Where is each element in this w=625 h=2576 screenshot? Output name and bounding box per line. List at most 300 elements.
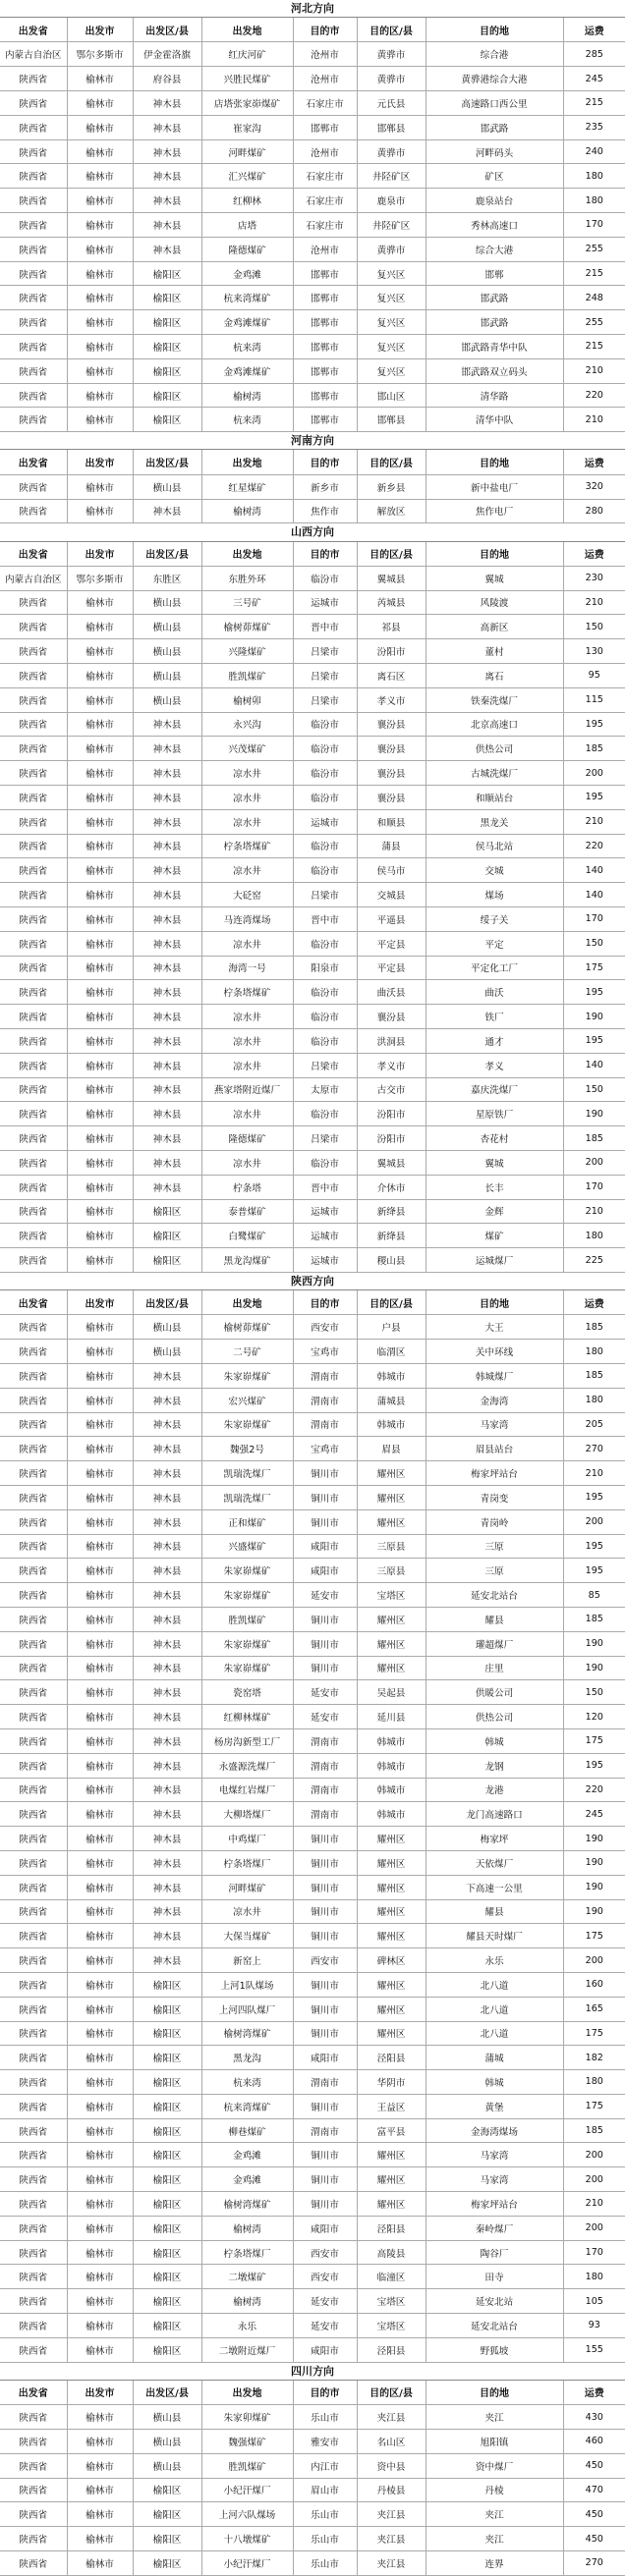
table-row [0, 2118, 625, 2143]
cell-dest-site: 董村 [426, 639, 563, 664]
cell-origin-province: 陕西省 [0, 1340, 67, 1364]
cell-origin-site: 上河四队煤厂 [201, 1997, 293, 2021]
cell-origin-city: 榆林市 [67, 809, 133, 834]
cell-dest-city: 铜川市 [293, 1607, 357, 1631]
cell-origin-site: 永兴沟 [201, 712, 293, 737]
cell-origin-district: 神木县 [133, 1412, 201, 1437]
cell-dest-district: 吴起县 [357, 1680, 426, 1705]
cell-origin-site: 燕家塔附近煤厂 [201, 1077, 293, 1102]
cell-origin-province: 陕西省 [0, 1997, 67, 2021]
cell-origin-site: 二墩煤矿 [201, 2265, 293, 2289]
cell-origin-city: 榆林市 [67, 1224, 133, 1248]
table-row [0, 2289, 625, 2314]
cell-dest-site: 旭阳镇 [426, 2429, 563, 2453]
cell-origin-province: 陕西省 [0, 1363, 67, 1388]
table-row [0, 1680, 625, 1705]
cell-dest-city: 吕梁市 [293, 883, 357, 907]
cell-dest-district: 耀州区 [357, 1997, 426, 2021]
cell-origin-district: 神木县 [133, 712, 201, 737]
table-row [0, 1005, 625, 1029]
cell-origin-province: 陕西省 [0, 1053, 67, 1077]
cell-freight: 450 [563, 2527, 625, 2551]
cell-dest-district: 耀州区 [357, 2143, 426, 2167]
cell-freight: 245 [563, 67, 625, 91]
cell-dest-city: 临汾市 [293, 1005, 357, 1029]
cell-origin-city: 榆林市 [67, 1534, 133, 1559]
cell-origin-province: 陕西省 [0, 906, 67, 931]
cell-origin-district: 榆阳区 [133, 2527, 201, 2551]
cell-origin-site: 朱家峁煤矿 [201, 1583, 293, 1608]
cell-dest-district: 蒲城县 [357, 1388, 426, 1412]
cell-origin-district: 神木县 [133, 1485, 201, 1509]
cell-dest-site: 侯马北站 [426, 834, 563, 858]
cell-dest-site: 曲沃 [426, 980, 563, 1005]
table-row [0, 1028, 625, 1053]
section-1 [0, 432, 625, 523]
table-row [0, 980, 625, 1005]
cell-origin-site: 杭来湾煤矿 [201, 286, 293, 310]
cell-origin-city: 榆林市 [67, 883, 133, 907]
rate-table [0, 542, 625, 1273]
cell-origin-city: 榆林市 [67, 956, 133, 980]
cell-dest-city: 沧州市 [293, 139, 357, 164]
cell-origin-province: 陕西省 [0, 663, 67, 687]
cell-freight: 190 [563, 1875, 625, 1899]
table-row [0, 286, 625, 310]
cell-dest-site: 梅家坪 [426, 1827, 563, 1851]
cell-origin-site: 榆树湾 [201, 2289, 293, 2314]
cell-origin-province: 内蒙古自治区 [0, 42, 67, 67]
cell-freight: 170 [563, 1175, 625, 1199]
header-dest-district: 目的区/县 [357, 18, 426, 42]
table-row [0, 956, 625, 980]
cell-freight: 190 [563, 1631, 625, 1656]
cell-origin-province: 陕西省 [0, 1315, 67, 1340]
header-origin-province: 出发省 [0, 450, 67, 474]
cell-dest-site: 青岗岭 [426, 1509, 563, 1534]
table-row [0, 1972, 625, 1997]
cell-origin-city: 榆林市 [67, 1583, 133, 1608]
cell-freight: 185 [563, 1315, 625, 1340]
table-row [0, 1631, 625, 1656]
cell-dest-city: 铜川市 [293, 1461, 357, 1486]
cell-dest-site: 夹江 [426, 2405, 563, 2430]
rate-table [0, 18, 625, 432]
cell-origin-district: 横山县 [133, 2453, 201, 2478]
header-origin-city: 出发市 [67, 1290, 133, 1315]
cell-dest-site: 北八道 [426, 2021, 563, 2046]
table-row [0, 2405, 625, 2430]
cell-dest-district: 新绛县 [357, 1199, 426, 1224]
cell-dest-site: 耀县 [426, 1607, 563, 1631]
table-row [0, 383, 625, 408]
cell-dest-site: 离石 [426, 663, 563, 687]
cell-dest-site: 邯武路双立码头 [426, 358, 563, 383]
cell-dest-district: 富平县 [357, 2118, 426, 2143]
cell-origin-province: 陕西省 [0, 383, 67, 408]
cell-origin-site: 凯瑞洗煤厂 [201, 1461, 293, 1486]
cell-origin-site: 兴隆煤矿 [201, 639, 293, 664]
table-row [0, 1102, 625, 1126]
cell-origin-city: 榆林市 [67, 687, 133, 712]
cell-dest-district: 曲沃县 [357, 980, 426, 1005]
cell-origin-district: 榆阳区 [133, 383, 201, 408]
cell-origin-district: 神木县 [133, 1175, 201, 1199]
cell-dest-city: 渭南市 [293, 1412, 357, 1437]
table-row [0, 474, 625, 499]
cell-origin-district: 神木县 [133, 1509, 201, 1534]
cell-dest-city: 铜川市 [293, 1485, 357, 1509]
cell-dest-city: 晋中市 [293, 906, 357, 931]
cell-freight: 210 [563, 1199, 625, 1224]
cell-origin-district: 横山县 [133, 474, 201, 499]
cell-origin-site: 凉水井 [201, 1102, 293, 1126]
cell-origin-district: 榆阳区 [133, 1224, 201, 1248]
cell-origin-city: 榆林市 [67, 1680, 133, 1705]
cell-origin-city: 榆林市 [67, 2429, 133, 2453]
cell-dest-site: 蒲城 [426, 2046, 563, 2070]
cell-origin-site: 马连湾煤场 [201, 906, 293, 931]
cell-origin-district: 榆阳区 [133, 408, 201, 432]
cell-origin-province: 陕西省 [0, 2143, 67, 2167]
cell-dest-city: 石家庄市 [293, 91, 357, 116]
cell-freight: 285 [563, 42, 625, 67]
cell-origin-city: 榆林市 [67, 590, 133, 615]
cell-dest-site: 延安北站 [426, 2289, 563, 2314]
cell-origin-city: 榆林市 [67, 1899, 133, 1924]
cell-origin-province: 陕西省 [0, 1461, 67, 1486]
cell-origin-district: 神木县 [133, 1028, 201, 1053]
cell-dest-site: 眉县站台 [426, 1437, 563, 1461]
table-row [0, 2527, 625, 2551]
cell-origin-site: 黑龙沟 [201, 2046, 293, 2070]
cell-origin-city: 榆林市 [67, 139, 133, 164]
cell-freight: 185 [563, 737, 625, 761]
cell-origin-district: 神木县 [133, 1850, 201, 1875]
cell-freight: 190 [563, 1005, 625, 1029]
cell-origin-province: 陕西省 [0, 761, 67, 786]
cell-dest-city: 内江市 [293, 2453, 357, 2478]
table-row [0, 1656, 625, 1680]
cell-origin-site: 店塔 [201, 213, 293, 238]
table-row [0, 1705, 625, 1729]
cell-freight: 95 [563, 663, 625, 687]
table-row [0, 2429, 625, 2453]
cell-freight: 460 [563, 2429, 625, 2453]
cell-dest-district: 复兴区 [357, 261, 426, 286]
cell-freight: 105 [563, 2289, 625, 2314]
cell-dest-district: 平定县 [357, 931, 426, 956]
cell-origin-site: 榆树湾 [201, 383, 293, 408]
cell-origin-city: 榆林市 [67, 2070, 133, 2095]
table-row [0, 2550, 625, 2575]
cell-origin-district: 神木县 [133, 1534, 201, 1559]
cell-dest-district: 碑林区 [357, 1948, 426, 1973]
cell-freight: 195 [563, 1559, 625, 1583]
cell-dest-city: 铜川市 [293, 1509, 357, 1534]
cell-origin-province: 陕西省 [0, 286, 67, 310]
cell-dest-site: 古城洗煤厂 [426, 761, 563, 786]
cell-origin-province: 陕西省 [0, 980, 67, 1005]
table-row [0, 1388, 625, 1412]
header-origin-site: 出发地 [201, 450, 293, 474]
cell-dest-site: 新中盐电厂 [426, 474, 563, 499]
cell-origin-district: 神木县 [133, 237, 201, 261]
cell-dest-site: 梅家坪站台 [426, 2192, 563, 2217]
cell-origin-district: 神木县 [133, 1631, 201, 1656]
cell-origin-province: 陕西省 [0, 1102, 67, 1126]
cell-dest-city: 铜川市 [293, 1631, 357, 1656]
table-row [0, 737, 625, 761]
cell-dest-city: 咸阳市 [293, 2216, 357, 2240]
cell-origin-district: 榆阳区 [133, 2070, 201, 2095]
cell-dest-city: 运城市 [293, 590, 357, 615]
cell-origin-district: 神木县 [133, 1827, 201, 1851]
cell-dest-district: 耀州区 [357, 1656, 426, 1680]
cell-origin-province: 陕西省 [0, 408, 67, 432]
cell-origin-district: 榆阳区 [133, 2094, 201, 2118]
cell-origin-district: 神木县 [133, 1102, 201, 1126]
cell-origin-site: 宏兴煤矿 [201, 1388, 293, 1412]
cell-origin-district: 横山县 [133, 639, 201, 664]
cell-dest-city: 石家庄市 [293, 189, 357, 213]
cell-dest-city: 渭南市 [293, 2118, 357, 2143]
cell-origin-city: 榆林市 [67, 1248, 133, 1273]
cell-dest-district: 邯郸县 [357, 408, 426, 432]
cell-origin-site: 店塔张家峁煤矿 [201, 91, 293, 116]
cell-dest-district: 侯马市 [357, 858, 426, 883]
cell-dest-city: 延安市 [293, 1680, 357, 1705]
cell-freight: 150 [563, 931, 625, 956]
cell-freight: 195 [563, 1534, 625, 1559]
cell-origin-city: 榆林市 [67, 1102, 133, 1126]
cell-dest-district: 耀州区 [357, 1924, 426, 1948]
cell-dest-site: 耀县天时煤厂 [426, 1924, 563, 1948]
cell-origin-province: 陕西省 [0, 2240, 67, 2265]
cell-origin-site: 杭来湾 [201, 408, 293, 432]
cell-origin-district: 神木县 [133, 1077, 201, 1102]
cell-origin-city: 榆林市 [67, 358, 133, 383]
cell-dest-site: 丹棱 [426, 2478, 563, 2502]
cell-origin-province: 陕西省 [0, 1199, 67, 1224]
section-2 [0, 523, 625, 1273]
cell-origin-site: 胜凯煤矿 [201, 2453, 293, 2478]
cell-origin-district: 神木县 [133, 213, 201, 238]
cell-dest-city: 邯郸市 [293, 408, 357, 432]
cell-dest-district: 翼城县 [357, 1150, 426, 1175]
section-0 [0, 0, 625, 432]
cell-origin-district: 神木县 [133, 1607, 201, 1631]
header-freight: 运费 [563, 542, 625, 567]
cell-origin-site: 大砭窑 [201, 883, 293, 907]
cell-origin-site: 凯瑞洗煤厂 [201, 1485, 293, 1509]
cell-origin-site: 兴胜民煤矿 [201, 67, 293, 91]
cell-origin-site: 朱家峁煤矿 [201, 1363, 293, 1388]
cell-freight: 165 [563, 1997, 625, 2021]
cell-dest-site: 龙港 [426, 1778, 563, 1802]
table-row [0, 2021, 625, 2046]
cell-dest-site: 瓘超煤厂 [426, 1631, 563, 1656]
cell-origin-district: 神木县 [133, 1924, 201, 1948]
cell-dest-city: 西安市 [293, 2265, 357, 2289]
cell-dest-site: 铁厂 [426, 1005, 563, 1029]
cell-origin-province: 陕西省 [0, 1224, 67, 1248]
header-dest-site: 目的地 [426, 542, 563, 567]
cell-freight: 195 [563, 712, 625, 737]
cell-dest-district: 洪洞县 [357, 1028, 426, 1053]
cell-dest-district: 稷山县 [357, 1248, 426, 1273]
cell-origin-site: 凉水井 [201, 1005, 293, 1029]
cell-dest-city: 咸阳市 [293, 1559, 357, 1583]
cell-origin-province: 陕西省 [0, 164, 67, 189]
cell-dest-site: 金海湾煤场 [426, 2118, 563, 2143]
cell-dest-site: 孝义 [426, 1053, 563, 1077]
cell-dest-site: 马家湾 [426, 2143, 563, 2167]
cell-freight: 230 [563, 566, 625, 590]
cell-dest-city: 铜川市 [293, 1997, 357, 2021]
table-row [0, 358, 625, 383]
cell-dest-city: 铜川市 [293, 1899, 357, 1924]
cell-dest-site: 邯郸 [426, 261, 563, 286]
cell-origin-site: 电煤红岩煤厂 [201, 1778, 293, 1802]
cell-origin-district: 神木县 [133, 115, 201, 139]
cell-origin-province: 陕西省 [0, 213, 67, 238]
cell-dest-city: 晋中市 [293, 615, 357, 639]
cell-freight: 93 [563, 2314, 625, 2338]
cell-freight: 185 [563, 1126, 625, 1151]
cell-dest-district: 资中县 [357, 2453, 426, 2478]
cell-dest-site: 供热公司 [426, 737, 563, 761]
cell-origin-city: 榆林市 [67, 164, 133, 189]
cell-origin-province: 陕西省 [0, 1248, 67, 1273]
cell-origin-district: 榆阳区 [133, 335, 201, 359]
header-dest-city: 目的市 [293, 1290, 357, 1315]
cell-origin-province: 陕西省 [0, 1175, 67, 1199]
cell-origin-province: 陕西省 [0, 737, 67, 761]
cell-origin-site: 榆树湾 [201, 2216, 293, 2240]
cell-origin-district: 神木县 [133, 189, 201, 213]
cell-freight: 115 [563, 687, 625, 712]
header-dest-city: 目的市 [293, 450, 357, 474]
cell-freight: 195 [563, 1485, 625, 1509]
cell-origin-province: 陕西省 [0, 858, 67, 883]
cell-origin-province: 陕西省 [0, 834, 67, 858]
cell-origin-province: 陕西省 [0, 2046, 67, 2070]
cell-origin-city: 榆林市 [67, 2550, 133, 2575]
cell-dest-city: 太原市 [293, 1077, 357, 1102]
cell-origin-district: 榆阳区 [133, 2337, 201, 2362]
cell-dest-district: 离石区 [357, 663, 426, 687]
cell-dest-site: 韩城 [426, 2070, 563, 2095]
cell-freight: 155 [563, 2337, 625, 2362]
cell-origin-city: 榆林市 [67, 2021, 133, 2046]
table-row [0, 761, 625, 786]
cell-freight: 190 [563, 1656, 625, 1680]
cell-origin-district: 横山县 [133, 1315, 201, 1340]
table-row [0, 1248, 625, 1273]
cell-origin-city: 榆林市 [67, 2094, 133, 2118]
cell-dest-city: 焦作市 [293, 499, 357, 523]
cell-freight: 245 [563, 1802, 625, 1827]
header-freight: 运费 [563, 1290, 625, 1315]
cell-origin-province: 陕西省 [0, 615, 67, 639]
cell-dest-city: 铜川市 [293, 2167, 357, 2192]
cell-freight: 248 [563, 286, 625, 310]
cell-origin-city: 鄂尔多斯市 [67, 566, 133, 590]
cell-origin-city: 榆林市 [67, 91, 133, 116]
table-row [0, 237, 625, 261]
cell-dest-city: 运城市 [293, 1224, 357, 1248]
cell-origin-province: 陕西省 [0, 67, 67, 91]
cell-freight: 450 [563, 2502, 625, 2527]
cell-origin-site: 大柳塔煤厂 [201, 1802, 293, 1827]
cell-origin-district: 神木县 [133, 139, 201, 164]
cell-origin-site: 小纪汗煤厂 [201, 2550, 293, 2575]
cell-origin-district: 横山县 [133, 687, 201, 712]
cell-origin-province: 陕西省 [0, 1534, 67, 1559]
cell-origin-city: 榆林市 [67, 1607, 133, 1631]
cell-origin-district: 榆阳区 [133, 2216, 201, 2240]
cell-dest-district: 芮城县 [357, 590, 426, 615]
cell-origin-site: 朱家峁煤矿 [201, 1631, 293, 1656]
cell-origin-province: 陕西省 [0, 2216, 67, 2240]
cell-dest-site: 庄里 [426, 1656, 563, 1680]
cell-dest-site: 延安北站台 [426, 2314, 563, 2338]
cell-origin-district: 神木县 [133, 1656, 201, 1680]
cell-dest-city: 临汾市 [293, 931, 357, 956]
cell-origin-site: 汇兴煤矿 [201, 164, 293, 189]
table-row [0, 1509, 625, 1534]
cell-dest-site: 平定化工厂 [426, 956, 563, 980]
cell-origin-site: 兴茂煤矿 [201, 737, 293, 761]
cell-origin-site: 红星煤矿 [201, 474, 293, 499]
cell-dest-district: 耀州区 [357, 1485, 426, 1509]
cell-origin-district: 神木县 [133, 1559, 201, 1583]
cell-origin-province: 陕西省 [0, 1437, 67, 1461]
cell-origin-province: 陕西省 [0, 1656, 67, 1680]
cell-origin-city: 榆林市 [67, 2289, 133, 2314]
header-dest-district: 目的区/县 [357, 542, 426, 567]
cell-origin-district: 榆阳区 [133, 2021, 201, 2046]
cell-freight: 190 [563, 1102, 625, 1126]
cell-dest-site: 夹江 [426, 2502, 563, 2527]
cell-dest-city: 铜川市 [293, 1972, 357, 1997]
cell-origin-site: 凉水井 [201, 1028, 293, 1053]
cell-freight: 150 [563, 1680, 625, 1705]
cell-freight: 320 [563, 474, 625, 499]
cell-origin-district: 榆阳区 [133, 261, 201, 286]
cell-origin-district: 榆阳区 [133, 2046, 201, 2070]
cell-origin-province: 陕西省 [0, 931, 67, 956]
header-origin-province: 出发省 [0, 2381, 67, 2405]
table-row [0, 639, 625, 664]
cell-origin-district: 横山县 [133, 2429, 201, 2453]
cell-origin-district: 横山县 [133, 2405, 201, 2430]
cell-origin-district: 神木县 [133, 980, 201, 1005]
cell-dest-district: 黄骅市 [357, 42, 426, 67]
table-row [0, 834, 625, 858]
cell-origin-city: 榆林市 [67, 785, 133, 809]
cell-freight: 170 [563, 213, 625, 238]
cell-freight: 190 [563, 1899, 625, 1924]
cell-freight: 200 [563, 1948, 625, 1973]
cell-dest-site: 延安北站台 [426, 1583, 563, 1608]
cell-dest-district: 黄骅市 [357, 67, 426, 91]
cell-dest-city: 铜川市 [293, 2192, 357, 2217]
cell-origin-city: 榆林市 [67, 67, 133, 91]
cell-freight: 270 [563, 1437, 625, 1461]
cell-origin-city: 榆林市 [67, 1340, 133, 1364]
